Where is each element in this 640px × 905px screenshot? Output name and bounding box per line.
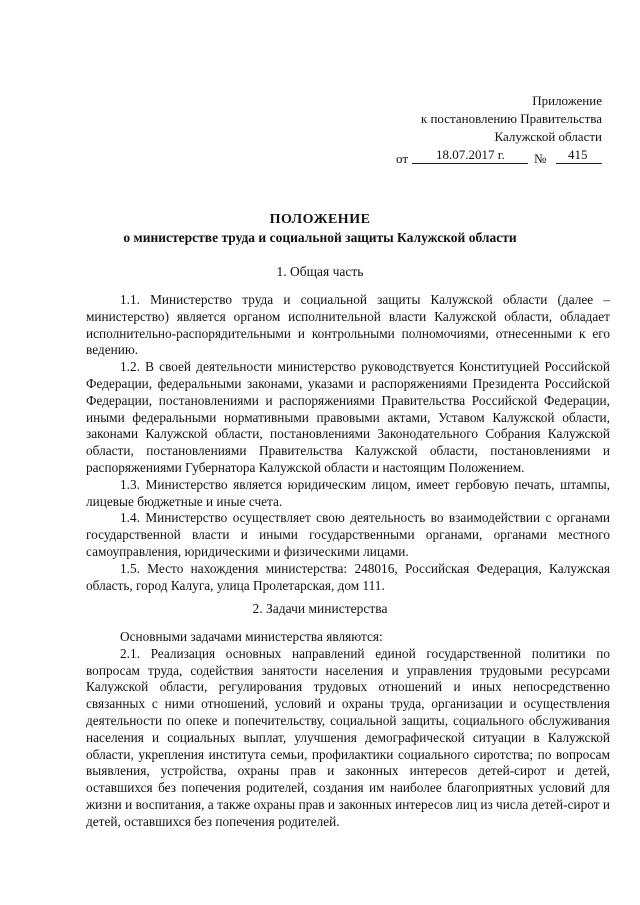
paragraph-1-5: 1.5. Место нахождения министерства: 248016, Российская Федерация, Калужская область, город Калуга, улица Пролетарская, дом 111. — [86, 560, 610, 593]
section-2-heading: 2. Задачи министерства — [252, 601, 388, 616]
paragraph-1-4: 1.4. Министерство осуществляет свою деятельность во взаимодействии с органами государственной власти и иными государственными органами, органами местного самоуправления, юридическими и физическими лицами. — [86, 510, 610, 559]
paragraph-2-1: 2.1. Реализация основных направлений единой государственной политики по вопросам труда, содействия занятости населения и управления трудовыми ресурсами Калужской области, регулирования трудовых отношений и иных непосредственно связанных с ними отношений, условий и охраны труда, организации и осуществления деятельности по опеке и попечительству, социальной защиты, социального обслуживания населения и социальных выплат, улучшения демографической ситуации в Калужской области, укрепления института семьи, профилактики социального сиротства; по вопросам выявления, устройства, охраны прав и законных интересов детей-сирот и детей, оставшихся без попечения родителей, создания им наиболее благоприятных условий для жизни и воспитания, а также охраны прав и законных интересов лиц из числа детей-сирот и детей, оставшихся без попечения родителей. — [86, 645, 610, 829]
paragraph-1-2: 1.2. В своей деятельности министерство руководствуется Конституцией Российской Федерации, федеральными законами, указами и распоряжениями Президента Российской Федерации, постановлениями и распоряжениями Правительства Российской Федерации, иными федеральными нормативными правовыми актами, Уставом Калужской области, законами Калужской области, постановлениями Законодательного Собрания Калужской области, постановлениями Правительства Калужской области, постановлениями и распоряжениями Губернатора Калужской области и настоящим Положением. — [86, 359, 610, 475]
document-title: ПОЛОЖЕНИЕ — [269, 212, 371, 227]
paragraph-1-1: 1.1. Министерство труда и социальной защиты Калужской области (далее – министерство) является органом исполнительной власти Калужской области, обладает исполнительно-распорядительными и контрольными полномочиями, отнесенными к его ведению. — [86, 292, 610, 358]
number-underline — [556, 163, 602, 164]
from-label: от — [396, 151, 409, 166]
appendix-line-1: Приложение — [532, 93, 602, 108]
date-underline — [412, 163, 528, 164]
section-2-body — [86, 629, 610, 831]
number-label: № — [534, 151, 547, 166]
document-subtitle: о министерстве труда и социальной защиты Калужской области — [123, 230, 517, 245]
order-number: 415 — [568, 147, 588, 162]
paragraph-1-3: 1.3. Министерство является юридическим лицом, имеет гербовую печать, штампы, лицевые бюджетные и иные счета. — [86, 476, 610, 509]
section-1-heading: 1. Общая часть — [276, 264, 364, 279]
appendix-line-2: к постановлению Правительства — [420, 111, 602, 126]
section-1-body — [86, 292, 610, 594]
appendix-block — [421, 92, 602, 146]
order-date: 18.07.2017 г. — [436, 147, 505, 162]
appendix-line-3: Калужской области — [494, 129, 602, 144]
order-reference — [396, 147, 606, 169]
section-2-intro: Основными задачами министерства являются: — [120, 629, 383, 644]
